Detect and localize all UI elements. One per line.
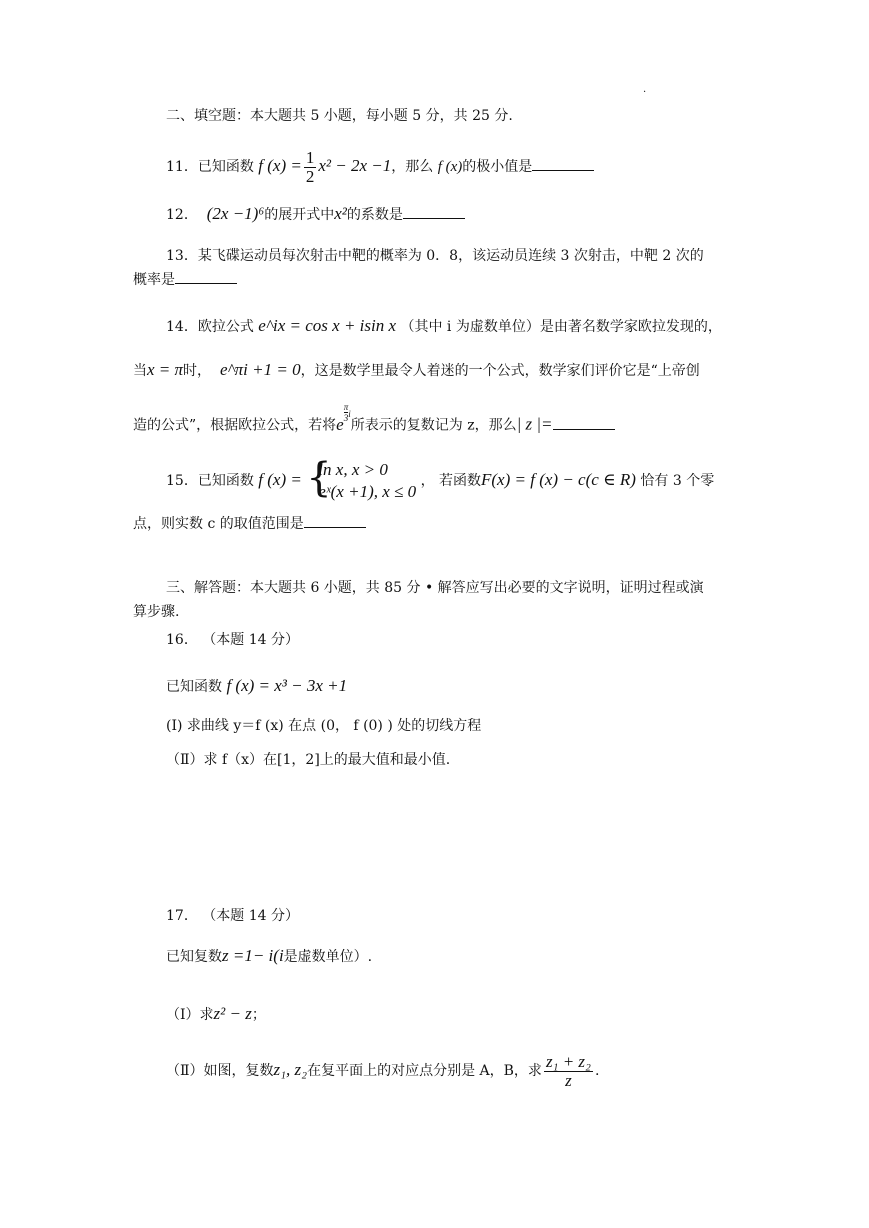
q15-tail: 恰有 3 个零: [640, 473, 715, 489]
q17-part2-vars: z₁, z₂: [273, 1060, 308, 1079]
q15-Fx: F(x) = f (x) − c(c ∈ R): [481, 470, 636, 489]
question-14-line3: [133, 402, 615, 436]
section3-line2: 算步骤.: [133, 604, 180, 620]
q14-line3-pre: 造的公式”，根据欧拉公式，若将: [133, 417, 337, 434]
question-11: [166, 146, 594, 187]
q11-fraction: $\frac{1}{2}$: [305, 147, 315, 186]
q17-given-pre: 已知复数: [166, 949, 222, 965]
q17-part2-mid: 在复平面上的对应点分别是 A，B，求: [307, 1063, 542, 1079]
q11-pre: 已知函数: [197, 159, 254, 175]
q17-given: [166, 946, 372, 967]
q16-part2: （Ⅱ）求 f（x）在[1，2]上的最大值和最小值.: [166, 752, 451, 768]
q14-line1-pre: 14．欧拉公式: [166, 319, 254, 335]
q16-given-pre: 已知函数: [166, 679, 222, 695]
corner-mark: .: [643, 84, 647, 95]
q12-x2: x²: [334, 204, 347, 223]
q11-expr: x² − 2x −1: [318, 156, 392, 175]
q17-part1-post: ；: [251, 1007, 266, 1023]
q14-e-power: e $^{\frac{\pi}{3} i}$: [336, 402, 351, 434]
q15-number: 15．: [166, 473, 198, 489]
q17-part1-pre: （Ⅰ）求: [166, 1007, 214, 1023]
section3-line1: 三、解答题：本大题共 6 小题，共 85 分 • 解答应写出必要的文字说明，证明过程或演: [166, 580, 704, 596]
q16-part1: (Ⅰ) 求曲线 y＝f (x) 在点 (0， f (0) ) 处的切线方程: [166, 718, 482, 734]
q15-fx: f (x) =: [258, 470, 302, 489]
q17-part1: [166, 1004, 266, 1025]
q17-part2-pre: （Ⅱ）如图，复数: [166, 1063, 274, 1079]
q15-piecewise: { ln x, x > 0 eˣ(x +1), x ≤ 0: [306, 455, 417, 501]
q17-part2-post: .: [594, 1063, 600, 1079]
q11-post: ，那么: [391, 159, 434, 175]
q13-answer-blank: [175, 271, 237, 284]
q12-mid: 的展开式中: [264, 207, 335, 223]
q11-number: 11．: [166, 159, 198, 175]
q15-case-1: ln x, x > 0: [318, 460, 388, 479]
q16-given: [166, 676, 347, 697]
question-15-line2: [133, 514, 366, 534]
q11-fx: f (x) =: [258, 156, 302, 175]
q16-header: 16． （本题 14 分）: [166, 632, 299, 648]
q12-number: 12．: [166, 207, 198, 223]
q12-expr: (2x −1)⁶: [206, 204, 265, 223]
q17-given-post: 是虚数单位）.: [283, 949, 373, 965]
q17-part1-expr: z² − z: [213, 1004, 252, 1023]
q16-given-expr: f (x) = x³ − 3x +1: [226, 676, 348, 695]
q14-line2-post: ，这是数学里最令人着迷的一个公式，数学家们评价它是“上帝创: [300, 363, 700, 379]
q17-fraction: $\frac{\text{z₁ + z₂}}{z}$: [545, 1051, 591, 1090]
q12-tail: 的系数是: [346, 207, 403, 223]
question-14-line1: [166, 316, 722, 337]
q15-line2-text: 点，则实数 c 的取值范围是: [133, 516, 304, 532]
q14-euler-identity: e^πi +1 = 0: [219, 360, 301, 379]
q11-answer-blank: [532, 158, 594, 171]
q13-line2-text: 概率是: [133, 272, 175, 288]
question-15-line1: [166, 455, 715, 503]
q14-x-pi: x = π: [147, 360, 184, 379]
q15-answer-blank: [304, 515, 366, 528]
question-13-line1: 13．某飞碟运动员每次射击中靶的概率为 0．8，该运动员连续 3 次射击，中靶 2 次的: [166, 248, 704, 264]
q15-pre: 已知函数: [197, 473, 254, 489]
q14-line1-post: （其中 i 为虚数单位）是由著名数学家欧拉发现的，: [400, 319, 722, 335]
q17-header: 17． （本题 14 分）: [166, 908, 299, 924]
q15-case-2: eˣ(x +1), x ≤ 0: [318, 482, 417, 501]
section2-heading: 二、填空题：本大题共 5 小题，每小题 5 分，共 25 分.: [166, 108, 513, 124]
question-13-line2: [133, 270, 237, 290]
q14-abs-z: | z |=: [516, 414, 553, 434]
q17-given-expr: z =1− i(i: [222, 946, 284, 965]
q14-euler-formula: e^ix = cos x + isin x: [258, 316, 397, 335]
q14-line2-pre: 当: [133, 363, 147, 379]
q11-tail: 的极小值是: [462, 159, 533, 175]
q11-fx2: f (x): [437, 159, 463, 175]
q14-line2-mid: 时，: [183, 363, 212, 379]
q12-answer-blank: [403, 206, 465, 219]
q14-answer-blank: [553, 417, 615, 430]
q17-part2: [166, 1050, 599, 1091]
q14-line3-mid: 所表示的复数记为 z，那么: [350, 417, 517, 434]
question-12: [166, 204, 465, 225]
question-14-line2: [133, 360, 700, 381]
q15-mid: ， 若函数: [420, 473, 482, 489]
